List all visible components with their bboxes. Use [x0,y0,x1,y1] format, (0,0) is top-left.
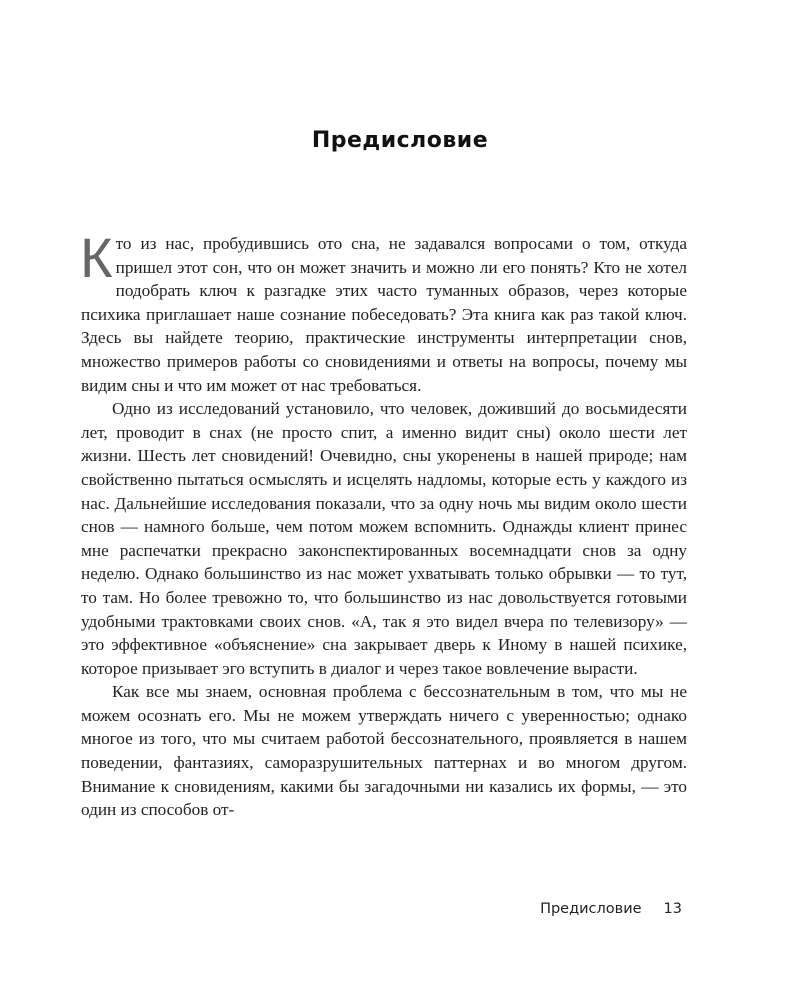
paragraph-3: Как все мы знаем, основная проблема с бессознательным в том, что мы не можем осознать его. Мы не можем утверждать ничего с уверенностью; однако многое из того, что мы считаем работой бессознательного, проявляется в нашем поведении, фантазиях, саморазрушительных паттернах и во многом другом. Внимание к сновидениям, какими бы загадочными ни казались их формы, — это один из способов от- [81,682,687,820]
paragraph-1 [80,226,687,397]
page-number: 13 [663,901,682,917]
paragraph-2: Одно из исследований установило, что человек, доживший до восьмидесяти лет, проводит в снах (не просто спит, а именно видит сны) около шести лет жизни. Шесть лет сновидений! Очевидно, сны укоренены в нашей природе; нам свойственно пытаться осмыслять и исцелять надломы, которые есть у каждого из нас. Дальнейшие исследования показали, что за одну ночь мы видим около шести снов — намного больше, чем потом можем вспомнить. Однажды клиент принес мне распечатки прекрасно законспектированных восемнадцати снов за одну неделю. Однако большинство из нас может ухватывать только обрывки — то тут, то там. Но более тревожно то, что большинство из нас довольствуется готовыми удобными трактовками своих снов. «А, так я это видел вчера по телевизору» — это эффективное «объяснение» сна закрывает дверь к Иному в нашей психике, которое призывает эго вступить в диалог и через такое вовлечение вырасти. [81,399,687,678]
paragraph-1-text: то из нас, пробудившись ото сна, не задавался вопросами о том, откуда пришел этот сон, что он может значить и можно ли его понять? Кто не хотел подобрать ключ к разгадке этих часто туманных образов, через которые психика приглашает наше сознание побеседовать? Эта книга как раз такой ключ. Здесь вы найдете теорию, практические инструменты интерпретации снов, множество примеров работы со сновидениями и ответы на вопросы, почему мы видим сны и что им может от нас требоваться. [81,234,687,395]
drop-cap: К [80,226,113,289]
running-head: Предисловие [540,901,642,917]
main-text [80,226,687,822]
page-footer [540,901,682,917]
page-title: Предисловие [311,128,489,153]
